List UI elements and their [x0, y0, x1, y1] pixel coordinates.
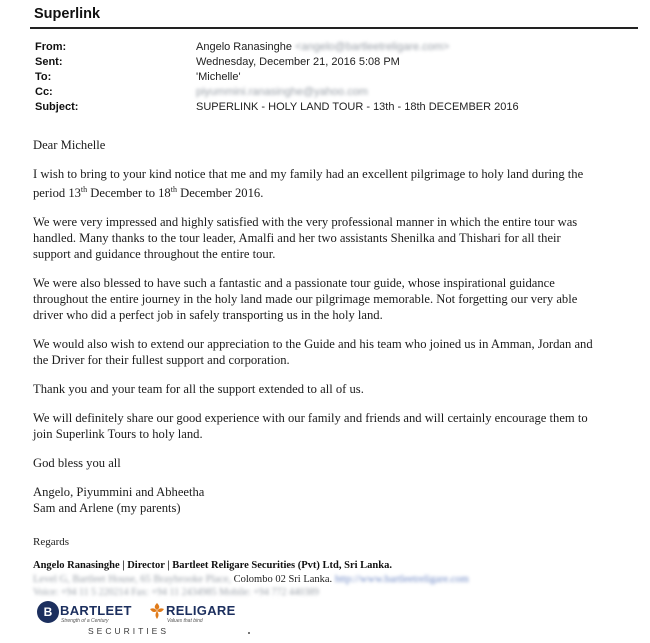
from-name: Angelo Ranasinghe [196, 41, 293, 53]
paragraph-appreciation: We would also wish to extend our appreciation to the Guide and his team who joined us in Amman, Jordan and the Driver for their fullest support and corporation. [33, 337, 593, 368]
header-subject [35, 101, 635, 116]
app-title: Superlink [34, 6, 101, 22]
to-label: To: [35, 71, 52, 83]
paragraph-guide: We were also blessed to have such a fantastic and a passionate tour guide, whose inspirational guidance throughout the entire journey in the holy land made our pilgrimage memorable. Not forgetting our very able driver who did a perfect job in safely transporting us in the holy land. [33, 276, 578, 323]
religare-logo-icon [149, 602, 165, 620]
religare-tagline: Values that bind [167, 618, 203, 624]
securities-text: SECURITIES [88, 626, 170, 636]
website-link-blurred[interactable]: http://www.bartleetreligare.com [334, 574, 469, 585]
sent-label: Sent: [35, 56, 63, 68]
title-divider [30, 27, 638, 29]
bartleet-logo-icon [36, 600, 60, 624]
religare-logo-text: RELIGARE [166, 603, 236, 618]
p1-superscript-2: th [170, 185, 177, 194]
from-label: From: [35, 41, 67, 53]
svg-text:B: B [43, 605, 53, 619]
signoff-names-1: Angelo, Piyummini and Abheetha [33, 485, 205, 500]
paragraph-blessing: God bless you all [33, 456, 121, 471]
email-headers [35, 41, 635, 116]
company-logos [36, 600, 246, 640]
cc-email-blurred: piyummini.ranasinghe@yahoo.com [196, 86, 368, 98]
paragraph-share: We will definitely share our good experience with our family and friends and will certainly encourage them to join Superlink Tours to holy land. [33, 411, 588, 442]
bartleet-logo-text: BARTLEET [60, 603, 132, 618]
paragraph-thanks: Thank you and your team for all the support extended to all of us. [33, 382, 364, 397]
header-sent [35, 56, 635, 71]
sent-value: Wednesday, December 21, 2016 5:08 PM [196, 56, 400, 68]
bartleet-tagline: Strength of a Century [61, 618, 109, 624]
p1-text-a: I wish to bring to your kind notice that me and my family had an excellent pilgrimage to holy land during the period 13 [33, 167, 584, 201]
regards: Regards [33, 536, 70, 548]
to-value: 'Michelle' [196, 71, 241, 83]
header-from [35, 41, 635, 56]
header-cc [35, 86, 635, 101]
p1-superscript-1: th [80, 185, 88, 194]
scan-artifact [248, 632, 250, 634]
cc-value [196, 86, 368, 98]
p1-text-b: December to 18 [87, 186, 171, 201]
p1-text-c: December 2016. [176, 186, 264, 201]
header-to [35, 71, 635, 86]
subject-value: SUPERLINK - HOLY LAND TOUR - 13th - 18th DECEMBER 2016 [196, 101, 519, 113]
email-body [33, 137, 593, 516]
signature-name-line: Angelo Ranasinghe | Director | Bartleet Religare Securities (Pvt) Ltd, Sri Lanka. [33, 560, 392, 571]
signoff-names-2: Sam and Arlene (my parents) [33, 501, 181, 516]
signature-address-line [33, 574, 469, 585]
from-email-blurred: <angelo@bartleetreligare.com> [295, 41, 450, 53]
paragraph-impressed: We were very impressed and highly satisfied with the very professional manner in which the entire tour was handled. Many thanks to the tour leader, Amalfi and her two assistants Shenilka and Thishari for all their support and guidance throughout the entire tour. [33, 215, 578, 262]
phone-blurred: Voice: +94 11 5 220214 Fax: +94 11 2434985 Mobile: +94 772 440389 [33, 587, 319, 598]
greeting: Dear Michelle [33, 138, 106, 152]
address-visible: Colombo 02 Sri Lanka. [230, 574, 333, 585]
from-value [196, 41, 449, 53]
paragraph-notice [33, 166, 593, 201]
cc-label: Cc: [35, 86, 53, 98]
address-blurred: Level G, Bartleet House, 65 Braybrooke Place, [33, 574, 231, 585]
subject-label: Subject: [35, 101, 79, 113]
signature-phone-line [33, 587, 319, 598]
